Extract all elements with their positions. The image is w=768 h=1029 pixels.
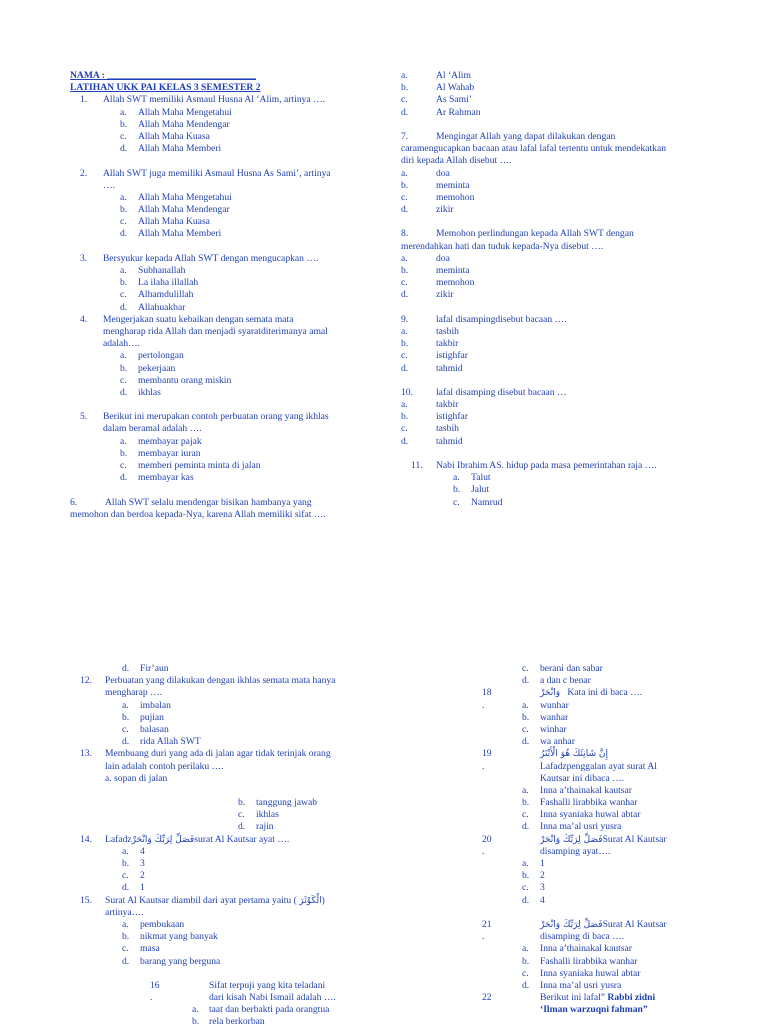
q13-option-a: a. sopan di jalan bbox=[105, 772, 168, 784]
q3-option-c: c. Alhamdulillah bbox=[120, 289, 194, 301]
arabic-verse: فَصَلِّ لِرَبِّكَ وَانْحَرْ bbox=[540, 919, 603, 930]
q8-option-d: d. zikir bbox=[401, 289, 454, 301]
q11-option-c: c. Namrud bbox=[453, 496, 503, 508]
page1-right-column: a. Al ‘Alim b. Al Wahab c. As Sami’ d. Ar Rahman 7. Mengingat Allah yang dapat dilakukan dengan caramengucapkan bacaan atau lafal lafal tertentu untuk mendekatkan diri kepada Allah disebut …. a. doa b. meminta c. memohon d. zikir 8. Memohon perlindungan kepada Allah SWT dengan merendahkan hati dan tuduk kepada-Nya disebut …. a. doa b. meminta c. memohon d. zikir 9. lafal disampingdisebut bacaan …. a. tasbih b. takbir c. istighfar d. tahmid 10. lafal disamping disebut bacaan … a. takbir b. istighfar c. tasbih d. tahmid 11. Nabi Ibrahim AS. hidup pada masa pemerintahan raja …. a. Talut b. Jalut c. Namrud bbox=[401, 70, 721, 509]
page1-left-column: NAMA : _______________________________ LATIHAN UKK PAI KELAS 3 SEMESTER 2 1. Allah SWT memiliki Asmaul Husna Al ‘Alim, artinya …. a. Allah Maha Mengetahui b. Allah Maha Mendengar c. Allah Maha Kuasa d. Allah Maha Memberi 2. Allah SWT juga memiliki Asmaul Husna As Sami’, artinya …. a. Allah Maha Mengetahui b. Allah Maha Mendengar c. Allah Maha Kuasa d. Allah Maha Memberi 3. Bersyukur kepada Allah SWT dengan mengucapkan …. a. Subhanallah b. La ilaha illallah c. Alhamdulillah d. Allahuakbar 4. Mengerjakan suatu kebaikan dengan semata mata mengharap rida Allah dan menjadi syaratditerimanya amal adalah…. a. pertolongan b. pekerjaan c. membantu orang miskin d. ikhlas 5. Berikut ini merupakan contoh perbuatan orang yang ikhlas dalam beramal adalah …. a. membayar pajak b. membayar iuran c. memberi peminta minta di jalan d. membayar kas 6. Allah SWT selalu mendengar bisikan hambanya yang memohon dan berdoa kepada-Nya, karena Allah memiliki sifat …. bbox=[70, 70, 370, 521]
q3-option-a: a. Subhanallah bbox=[120, 265, 186, 276]
q11-option-d: d. Fir’aun bbox=[122, 663, 169, 674]
question-5: 5. Berikut ini merupakan contoh perbuatan orang yang ikhlas bbox=[80, 411, 329, 423]
question-6: 6. Allah SWT selalu mendengar bisikan hambanya yang bbox=[70, 496, 312, 508]
question-4: 4. Mengerjakan suatu kebaikan dengan semata mata bbox=[80, 313, 294, 325]
question-15: 15. Surat Al Kautsar diambil dari ayat pertama yaitu ( الْكَوْثَرَ) bbox=[80, 894, 325, 906]
q3-option-b: b. La ilaha illallah bbox=[120, 277, 199, 289]
q21-option-a: a. Inna a’thainakal kautsar bbox=[522, 943, 632, 955]
q2-option-b: b. Allah Maha Mendengar bbox=[120, 204, 230, 216]
q10-option-d: d. tahmid bbox=[401, 435, 463, 447]
q16-option-a: a. taat dan berbakti pada orangtua bbox=[192, 1004, 330, 1016]
question-1: 1. Allah SWT memiliki Asmaul Husna Al ‘Alim, artinya …. bbox=[80, 94, 326, 106]
page2-right-column: c. berani dan sabar d. a dan c benar 18 وَانْحَرْ Kata ini di baca …. . a. wunhar b. wanhar c. winhar d. wa anhar 19 إِنَّ شَانِئَكَ هُوَ الْأَبْتَرُ . Lafadzpenggalan ayat surat Al Kautsar ini dibaca …. a. Inna a’thainakal kautsar b. Fashalli lirabbika wanhar c. Inna syaniaka huwal abtar d. Inna ma’al usri yusra 20 فَصَلِّ لِرَبِّكَ وَانْحَرْSurat Al Kautsar . disamping ayat…. a. 1 b. 2 c. 3 d. 4 21 فَصَلِّ لِرَبِّكَ وَانْحَرْSurat Al Kautsar . disamping di baca …. a. Inna a’thainakal kautsar b. Fashalli lirabbika wanhar c. Inna syaniaka huwal abtar d. Inna ma’al usri yusra 22 Berikut ini lafal” Rabbi zidni ‘Ilman warzuqni fahman” bbox=[482, 663, 752, 1016]
q13-option-c: c. ikhlas bbox=[238, 809, 279, 821]
q9-option-a: a. tasbih bbox=[401, 325, 459, 337]
q9-option-d: d. tahmid bbox=[401, 362, 463, 374]
q7-option-c: c. memohon bbox=[401, 191, 475, 203]
page-title: LATIHAN UKK PAI KELAS 3 SEMESTER 2 bbox=[70, 82, 261, 94]
q21-option-c: c. Inna syaniaka huwal abtar bbox=[522, 967, 641, 979]
arabic-word: الْكَوْثَرَ bbox=[299, 895, 322, 906]
q10-option-b: b. istighfar bbox=[401, 411, 468, 423]
question-7: 7. Mengingat Allah yang dapat dilakukan dengan bbox=[401, 130, 616, 142]
q12-option-c: c. balasan bbox=[122, 723, 169, 735]
q12-option-b: b. pujian bbox=[122, 711, 164, 723]
question-22: 22 Berikut ini lafal” Rabbi zidni bbox=[482, 992, 656, 1004]
question-11: 11. Nabi Ibrahim AS. hidup pada masa pemerintahan raja …. bbox=[411, 460, 657, 471]
q1-option-a: a. Allah Maha Mengetahui bbox=[120, 106, 232, 118]
question-19: 19 إِنَّ شَانِئَكَ هُوَ الْأَبْتَرُ bbox=[482, 748, 608, 760]
q15-option-a: a. pembukaan bbox=[122, 918, 185, 930]
q18-option-a: . a. wunhar bbox=[482, 699, 569, 711]
q5-option-b: b. membayar iuran bbox=[120, 447, 201, 459]
question-9: 9. lafal disampingdisebut bacaan …. bbox=[401, 313, 567, 325]
question-8: 8. Memohon perlindungan kepada Allah SWT dengan bbox=[401, 228, 634, 240]
q13-option-b: b. tanggung jawab bbox=[238, 797, 318, 809]
q14-option-d: d. 1 bbox=[122, 882, 145, 894]
q8-option-a: a. doa bbox=[401, 252, 450, 264]
q15-option-d: d. barang yang berguna bbox=[122, 955, 221, 967]
q12-option-d: d. rida Allah SWT bbox=[122, 736, 201, 748]
q20-option-a: a. 1 bbox=[522, 858, 545, 869]
q16-option-d: d. a dan c benar bbox=[522, 675, 591, 687]
q6-option-a: a. Al ‘Alim bbox=[401, 70, 471, 81]
arabic-verse: فَصَلِّ لِرَبِّكَ وَانْحَرْ bbox=[131, 834, 195, 845]
q18-option-c: c. winhar bbox=[522, 723, 567, 735]
q8-option-b: b. meminta bbox=[401, 265, 470, 276]
q4-option-b: b. pekerjaan bbox=[120, 362, 176, 374]
q2-option-c: c. Allah Maha Kuasa bbox=[120, 216, 210, 228]
q6-option-c: c. As Sami’ bbox=[401, 94, 472, 106]
q20-option-b: b. 2 bbox=[522, 870, 545, 882]
q5-option-a: a. membayar pajak bbox=[120, 435, 202, 447]
question-3: 3. Bersyukur kepada Allah SWT dengan mengucapkan …. bbox=[80, 252, 319, 264]
q7-option-d: d. zikir bbox=[401, 204, 454, 216]
question-16: 16 Sifat terpuji yang kita teladani bbox=[150, 979, 326, 991]
q1-option-d: d. Allah Maha Memberi bbox=[120, 143, 222, 155]
arabic-verse: إِنَّ شَانِئَكَ هُوَ الْأَبْتَرُ bbox=[540, 749, 608, 760]
q14-option-b: b. 3 bbox=[122, 858, 145, 869]
q3-option-d: d. Allahuakbar bbox=[120, 301, 186, 313]
q21-option-d: d. Inna ma’al usri yusra bbox=[522, 979, 622, 991]
q18-option-d: d. wa anhar bbox=[522, 736, 575, 748]
q15-option-c: c. masa bbox=[122, 943, 160, 955]
question-2: 2. Allah SWT juga memiliki Asmaul Husna As Sami’, artinya bbox=[80, 167, 331, 179]
q19-option-c: c. Inna syaniaka huwal abtar bbox=[522, 809, 641, 821]
q20-option-d: d. 4 bbox=[522, 894, 545, 906]
q4-option-a: a. pertolongan bbox=[120, 350, 184, 362]
q5-option-d: d. membayar kas bbox=[120, 472, 194, 484]
q1-option-c: c. Allah Maha Kuasa bbox=[120, 130, 210, 142]
q1-option-b: b. Allah Maha Mendengar bbox=[120, 118, 230, 130]
q5-option-c: c. memberi peminta minta di jalan bbox=[120, 460, 261, 471]
question-20: 20 فَصَلِّ لِرَبِّكَ وَانْحَرْSurat Al Kautsar bbox=[482, 833, 667, 845]
q14-option-c: c. 2 bbox=[122, 870, 145, 882]
page2-left-column: d. Fir’aun 12. Perbuatan yang dilakukan dengan ikhlas semata mata hanya mengharap …. a. imbalan b. pujian c. balasan d. rida Allah SWT 13. Membuang duri yang ada di jalan agar tidak terinjak orang lain adalah contoh perilaku …. a. sopan di jalan b. tanggung jawab c. ikhlas d. rajin 14. Lafadzفَصَلِّ لِرَبِّكَ وَانْحَرْsurat Al Kautsar ayat …. a. 4 b. 3 c. 2 d. 1 15. Surat Al Kautsar diambil dari ayat pertama yaitu ( الْكَوْثَرَ) artinya…. a. pembukaan b. nikmat yang banyak c. masa d. barang yang berguna 16 Sifat terpuji yang kita teladani . dari kisah Nabi Ismail adalah …. a. taat dan berbakti pada orangtua b. rela berkorban bbox=[80, 663, 380, 1029]
q7-option-b: b. meminta bbox=[401, 179, 470, 191]
q6-option-d: d. Ar Rahman bbox=[401, 106, 481, 118]
arabic-word: وَانْحَرْ bbox=[540, 688, 561, 699]
q19-option-b: b. Fashalli lirabbika wanhar bbox=[522, 797, 638, 809]
q10-option-a: a. takbir bbox=[401, 399, 459, 411]
q20-option-c: c. 3 bbox=[522, 882, 545, 894]
q4-option-c: c. membantu orang miskin bbox=[120, 374, 232, 386]
q16-option-b: b. rela berkorban bbox=[192, 1016, 265, 1028]
q15-option-b: b. nikmat yang banyak bbox=[122, 931, 218, 943]
q2-option-d: d. Allah Maha Memberi bbox=[120, 228, 222, 240]
question-13: 13. Membuang duri yang ada di jalan agar tidak terinjak orang bbox=[80, 748, 331, 760]
question-21: 21 فَصَلِّ لِرَبِّكَ وَانْحَرْSurat Al Kautsar bbox=[482, 918, 667, 930]
arabic-verse: فَصَلِّ لِرَبِّكَ وَانْحَرْ bbox=[540, 834, 603, 845]
q11-option-a: a. Talut bbox=[453, 472, 491, 484]
q19-option-a: a. Inna a’thainakal kautsar bbox=[522, 784, 632, 796]
q21-option-b: b. Fashalli lirabbika wanhar bbox=[522, 955, 638, 967]
question-12: 12. Perbuatan yang dilakukan dengan ikhlas semata mata hanya bbox=[80, 675, 336, 687]
q12-option-a: a. imbalan bbox=[122, 699, 171, 711]
q16-option-c: c. berani dan sabar bbox=[522, 663, 603, 674]
q11-option-b: b. Jalut bbox=[453, 484, 490, 496]
q10-option-c: c. tasbih bbox=[401, 423, 459, 435]
name-field: NAMA : _______________________________ bbox=[70, 70, 257, 81]
question-18: 18 وَانْحَرْ Kata ini di baca …. bbox=[482, 687, 643, 699]
q6-option-b: b. Al Wahab bbox=[401, 82, 475, 94]
question-10: 10. lafal disamping disebut bacaan … bbox=[401, 386, 567, 398]
question-14: 14. Lafadzفَصَلِّ لِرَبِّكَ وَانْحَرْsurat Al Kautsar ayat …. bbox=[80, 833, 290, 845]
q19-option-d: d. Inna ma’al usri yusra bbox=[522, 821, 622, 833]
q7-option-a: a. doa bbox=[401, 167, 450, 179]
q8-option-c: c. memohon bbox=[401, 277, 475, 289]
q9-option-c: c. istighfar bbox=[401, 350, 468, 362]
q2-option-a: a. Allah Maha Mengetahui bbox=[120, 191, 232, 203]
q13-option-d: d. rajin bbox=[238, 821, 274, 833]
q9-option-b: b. takbir bbox=[401, 338, 459, 350]
q4-option-d: d. ikhlas bbox=[120, 386, 161, 398]
q18-option-b: b. wanhar bbox=[522, 711, 569, 723]
q14-option-a: a. 4 bbox=[122, 845, 145, 857]
